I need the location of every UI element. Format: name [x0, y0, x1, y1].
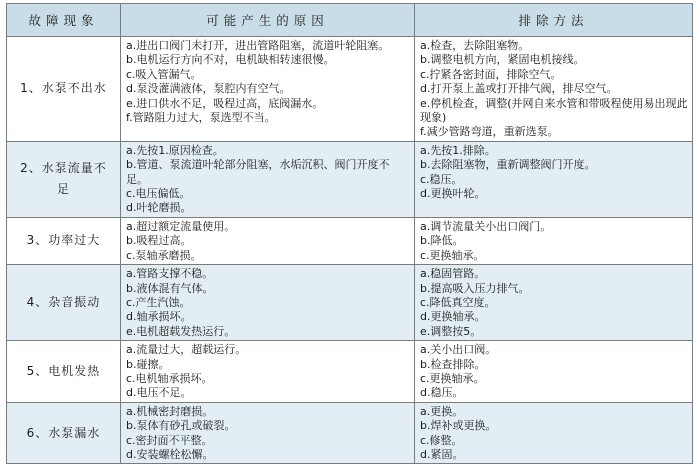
- cause-item: a.进出口阀门未打开，进出管路阻塞，流道叶轮阻塞。: [126, 39, 390, 52]
- fault-cell: 1、水泵不出水: [7, 37, 121, 142]
- remedy-item: e.调整按5。: [420, 324, 482, 338]
- cause-cell: [121, 37, 415, 142]
- table-row: [7, 341, 693, 403]
- remedy-cell: [415, 341, 693, 403]
- remedy-item: a.关小出口阀。: [420, 343, 497, 357]
- cause-item: b.管道、泵流道叶轮部分阻塞，水垢沉积、阀门开度不足。: [126, 158, 390, 186]
- remedy-item: f.减少管路弯道，重新选泵。: [420, 125, 559, 139]
- remedy-item: e.停机检查，调整(并网自来水管和带吸程使用易出现此现象): [420, 96, 688, 125]
- cause-item: c.产生汽蚀。: [126, 295, 191, 309]
- cause-item: c.泵轴承磨损。: [126, 248, 202, 262]
- cause-item: c.电压偏低。: [126, 187, 191, 201]
- cause-cell: [121, 341, 415, 403]
- cause-item: d.泵没灌满液体，泵腔内有空气。: [126, 82, 291, 96]
- remedy-item: d.更换轴承。: [420, 310, 486, 324]
- table-header-row: [7, 4, 693, 37]
- header-cause: 可能产生的原因: [121, 4, 415, 37]
- remedy-item: a.先按1.排除。: [420, 143, 496, 157]
- troubleshooting-table: [6, 3, 693, 464]
- remedy-item: c.降低真空度。: [420, 295, 496, 309]
- cause-item: a.机械密封磨损。: [126, 404, 214, 418]
- remedy-item: a.调节流量关小出口阀门。: [420, 219, 552, 233]
- remedy-item: d.紧固。: [420, 447, 464, 461]
- table-row: [7, 265, 693, 341]
- remedy-cell: [415, 402, 693, 464]
- remedy-item: d.稳压。: [420, 386, 464, 400]
- table-row: [7, 37, 693, 142]
- remedy-cell: [415, 141, 693, 217]
- remedy-item: b.降低。: [420, 234, 464, 248]
- cause-item: b.液体混有气体。: [126, 281, 214, 295]
- cause-item: b.电机运行方向不对，电机缺相转速很慢。: [126, 53, 335, 67]
- cause-item: b.碰擦。: [126, 357, 170, 371]
- header-remedy: 排除方法: [415, 4, 693, 37]
- cause-item: e.电机超载发热运行。: [126, 324, 236, 338]
- remedy-item: b.去除阻塞物，重新调整阀门开度。: [420, 158, 596, 172]
- fault-cell: 6、水泵漏水: [7, 402, 121, 464]
- cause-cell: [121, 402, 415, 464]
- fault-cell: 5、电机发热: [7, 341, 121, 403]
- cause-item: a.管路支撑不稳。: [126, 267, 214, 281]
- cause-item: b.泵体有砂孔或破裂。: [126, 419, 236, 433]
- cause-item: f.管路阻力过大，泵选型不当。: [126, 111, 276, 125]
- remedy-item: c.拧紧各密封面，排除空气。: [420, 67, 562, 81]
- fault-cell: 2、水泵流量不足: [7, 141, 121, 217]
- cause-item: a.流量过大，超载运行。: [126, 343, 247, 357]
- cause-item: c.吸入管漏气。: [126, 67, 202, 81]
- cause-item: c.电机轴承损坏。: [126, 371, 213, 385]
- cause-item: e.进口供水不足，吸程过高，底阀漏水。: [126, 96, 324, 110]
- cause-item: a.先按1.原因检查。: [126, 143, 224, 157]
- cause-cell: [121, 141, 415, 217]
- remedy-item: b.焊补或更换。: [420, 419, 497, 433]
- cause-cell: [121, 217, 415, 264]
- remedy-cell: [415, 37, 693, 142]
- remedy-item: c.稳压。: [420, 172, 463, 186]
- cause-item: c.密封面不平整。: [126, 433, 213, 447]
- remedy-item: b.调整电机方向，紧固电机接线。: [420, 53, 585, 67]
- remedy-cell: [415, 217, 693, 264]
- remedy-item: c.更换轴承。: [420, 248, 485, 262]
- remedy-cell: [415, 265, 693, 341]
- cause-cell: [121, 265, 415, 341]
- troubleshooting-table-frame: [6, 3, 692, 473]
- table-row: [7, 141, 693, 217]
- remedy-item: d.更换叶轮。: [420, 187, 486, 201]
- remedy-item: a.检查，去除阻塞物。: [420, 39, 530, 52]
- cause-item: a.超过额定流量使用。: [126, 219, 236, 233]
- remedy-item: c.更换轴承。: [420, 371, 485, 385]
- cause-item: d.叶轮磨损。: [126, 201, 192, 215]
- cause-item: d.轴承损坏。: [126, 310, 192, 324]
- fault-cell: 3、功率过大: [7, 217, 121, 264]
- remedy-item: c.修整。: [420, 433, 463, 447]
- remedy-item: a.稳固管路。: [420, 267, 486, 281]
- header-fault: 故障现象: [7, 4, 121, 37]
- table-row: [7, 217, 693, 264]
- remedy-item: b.检查排除。: [420, 357, 486, 371]
- fault-cell: 4、杂音振动: [7, 265, 121, 341]
- table-row: [7, 402, 693, 464]
- cause-item: d.电压不足。: [126, 386, 192, 400]
- remedy-item: b.提高吸入压力排气。: [420, 281, 530, 295]
- remedy-item: d.打开泵上盖或打开排气阀，排尽空气。: [420, 82, 618, 96]
- cause-item: d.安装螺栓松懈。: [126, 447, 214, 461]
- remedy-item: a.更换。: [420, 404, 464, 418]
- cause-item: b.吸程过高。: [126, 234, 192, 248]
